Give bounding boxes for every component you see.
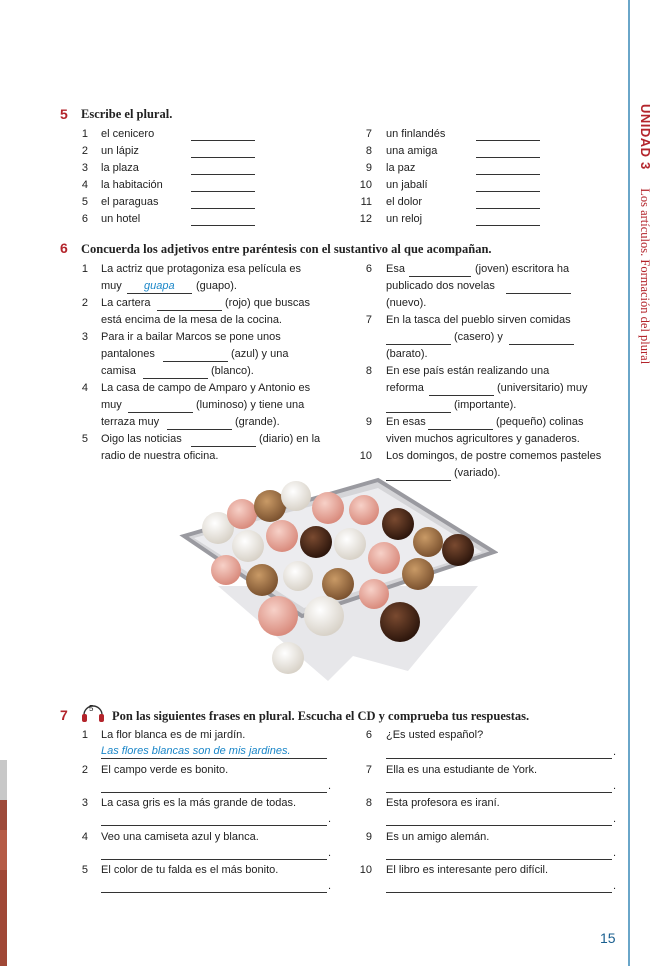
answer-blank[interactable] <box>509 344 574 345</box>
item-text: (variado). <box>454 467 501 479</box>
pastry <box>349 495 379 525</box>
item-text: terraza muy <box>101 416 160 428</box>
item-number: 3 <box>81 797 88 809</box>
answer-blank[interactable] <box>157 310 222 311</box>
exercise-6-title: Concuerda los adjetivos entre paréntesis con el sustantivo al que acompañan. <box>81 242 492 256</box>
item-sentence: Veo una camiseta azul y blanca. <box>101 831 259 843</box>
answer-period: . <box>613 847 617 859</box>
answer-period: . <box>613 813 617 825</box>
item-text: publicado dos novelas <box>386 280 495 292</box>
item-text: Para ir a bailar Marcos se pone unos <box>101 331 281 343</box>
item-sentence: Es un amigo alemán. <box>386 831 490 843</box>
item-text: (pequeño) colinas <box>496 416 584 428</box>
item-number: 5 <box>81 864 88 876</box>
item-number: 5 <box>81 196 88 208</box>
answer-line[interactable] <box>386 792 612 793</box>
item-word: el dolor <box>386 196 423 208</box>
answer-blank[interactable] <box>191 157 255 158</box>
item-number: 7 <box>365 128 372 140</box>
answer-line[interactable] <box>386 758 612 759</box>
item-word: un jabalí <box>386 179 428 191</box>
item-text: (nuevo). <box>386 297 427 309</box>
item-sentence: La casa gris es la más grande de todas. <box>101 797 297 809</box>
answer-blank[interactable] <box>476 140 540 141</box>
pastry-tray-photo <box>178 466 501 692</box>
item-number: 7 <box>365 764 372 776</box>
item-text: camisa <box>101 365 136 377</box>
answer-blank[interactable] <box>191 208 255 209</box>
answer-blank[interactable] <box>191 446 256 447</box>
item-sentence: El color de tu falda es el más bonito. <box>101 864 279 876</box>
item-text: La cartera <box>101 297 151 309</box>
item-word: la paz <box>386 162 416 174</box>
item-number: 6 <box>365 263 372 275</box>
item-text: (rojo) que buscas <box>225 297 310 309</box>
item-text: reforma <box>386 382 424 394</box>
answer-blank[interactable] <box>476 191 540 192</box>
answer-blank[interactable] <box>163 361 228 362</box>
pastry <box>380 602 420 642</box>
item-word: la habitación <box>101 179 163 191</box>
item-text: (casero) y <box>454 331 503 343</box>
item-text: (diario) en la <box>259 433 321 445</box>
answer-line[interactable] <box>101 792 327 793</box>
sample-answer: Las flores blancas son de mis jardines. <box>101 745 291 757</box>
photo-edge-strip <box>0 760 7 966</box>
item-text: (grande). <box>235 416 280 428</box>
pastry <box>283 561 313 591</box>
answer-line[interactable] <box>101 892 327 893</box>
answer-blank[interactable] <box>476 225 540 226</box>
answer-blank[interactable] <box>191 140 255 141</box>
answer-blank[interactable] <box>429 395 494 396</box>
item-number: 1 <box>81 729 88 741</box>
item-text: pantalones <box>101 348 155 360</box>
pastry <box>300 526 332 558</box>
item-sentence: La flor blanca es de mi jardín. <box>101 729 246 741</box>
item-text: En ese país están realizando una <box>386 365 550 377</box>
item-number: 2 <box>81 297 88 309</box>
unit-sidebar <box>636 104 656 404</box>
pastry <box>402 558 434 590</box>
item-text: muy <box>101 280 122 292</box>
pastry <box>334 528 366 560</box>
answer-period: . <box>328 880 332 892</box>
pastry <box>211 555 241 585</box>
item-number: 4 <box>81 382 88 394</box>
item-text: La actriz que protagoniza esa película es <box>101 263 301 275</box>
pastry <box>304 596 344 636</box>
item-text: (joven) escritora ha <box>475 263 570 275</box>
pastry <box>281 481 311 511</box>
item-text: (barato). <box>386 348 428 360</box>
item-number: 6 <box>365 729 372 741</box>
audio-track-number: 5 <box>89 704 94 713</box>
item-number: 4 <box>81 179 88 191</box>
answer-blank[interactable] <box>191 225 255 226</box>
item-text: muy <box>101 399 122 411</box>
pastry <box>322 568 354 600</box>
answer-blank[interactable] <box>128 412 193 413</box>
item-text: (luminoso) y tiene una <box>196 399 305 411</box>
item-sentence: El libro es interesante pero difícil. <box>386 864 549 876</box>
answer-blank[interactable] <box>386 344 451 345</box>
item-number: 11 <box>360 196 372 208</box>
item-text: En esas <box>386 416 426 428</box>
item-text: (blanco). <box>211 365 254 377</box>
answer-blank[interactable] <box>506 293 571 294</box>
item-text: (universitario) muy <box>497 382 588 394</box>
answer-blank[interactable] <box>143 378 208 379</box>
item-text: Oigo las noticias <box>101 433 182 445</box>
answer-blank[interactable] <box>191 191 255 192</box>
item-number: 9 <box>365 831 372 843</box>
item-word: el paraguas <box>101 196 159 208</box>
answer-period: . <box>613 880 617 892</box>
pastry <box>272 642 304 674</box>
item-sentence: El campo verde es bonito. <box>101 764 229 776</box>
item-number: 8 <box>365 145 372 157</box>
unit-topic: Los artículos. Formación del plural <box>638 188 652 365</box>
answer-period: . <box>328 780 332 792</box>
item-number: 3 <box>81 331 88 343</box>
item-word: un lápiz <box>101 145 139 157</box>
item-text: (guapo). <box>196 280 237 292</box>
answer-blank[interactable] <box>167 429 232 430</box>
answer-line[interactable] <box>386 825 612 826</box>
item-number: 7 <box>365 314 372 326</box>
answer-blank[interactable] <box>191 174 255 175</box>
item-number: 8 <box>365 797 372 809</box>
page-number: 15 <box>600 930 616 946</box>
item-word: una amiga <box>386 145 438 157</box>
answer-blank[interactable] <box>409 276 471 277</box>
answer-line[interactable] <box>386 892 612 893</box>
exercise-5-title: Escribe el plural. <box>81 107 173 121</box>
pastry <box>232 530 264 562</box>
margin-rule <box>628 0 630 966</box>
item-word: el cenicero <box>101 128 155 140</box>
item-text: está encima de la mesa de la cocina. <box>101 314 282 326</box>
pastry <box>368 542 400 574</box>
unit-number: 3 <box>638 162 653 170</box>
exercise-5-number: 5 <box>60 106 68 122</box>
answer-period: . <box>613 780 617 792</box>
item-number: 9 <box>365 162 372 174</box>
answer-blank[interactable] <box>127 293 192 294</box>
pastry <box>258 596 298 636</box>
item-word: un reloj <box>386 213 423 225</box>
item-number: 6 <box>81 213 88 225</box>
item-word: un hotel <box>101 213 141 225</box>
unit-label: UNIDAD <box>638 104 653 158</box>
item-number: 10 <box>359 179 372 191</box>
item-text: Los domingos, de postre comemos pasteles <box>386 450 602 462</box>
pastry <box>382 508 414 540</box>
answer-blank[interactable] <box>428 429 493 430</box>
answer-line[interactable] <box>101 859 327 860</box>
item-word: la plaza <box>101 162 139 174</box>
pastry <box>442 534 474 566</box>
pastry <box>359 579 389 609</box>
exercise-7-title: Pon las siguientes frases en plural. Escucha el CD y comprueba tus respuestas. <box>112 709 530 723</box>
answer-blank[interactable] <box>476 208 540 209</box>
item-number: 2 <box>81 764 88 776</box>
pastry <box>246 564 278 596</box>
item-word: un finlandés <box>386 128 446 140</box>
answer-line[interactable] <box>101 758 327 759</box>
pastry <box>312 492 344 524</box>
item-sentence: Ella es una estudiante de York. <box>386 764 538 776</box>
answer-blank[interactable] <box>476 174 540 175</box>
item-number: 12 <box>359 213 372 225</box>
item-text: La casa de campo de Amparo y Antonio es <box>101 382 311 394</box>
answer-line[interactable] <box>101 825 327 826</box>
item-number: 5 <box>81 433 88 445</box>
exercise-7-number: 7 <box>60 707 68 723</box>
answer-blank[interactable] <box>476 157 540 158</box>
item-sentence: Esta profesora es iraní. <box>386 797 500 809</box>
item-number: 10 <box>359 450 372 462</box>
answer-period: . <box>613 746 617 758</box>
item-number: 10 <box>359 864 372 876</box>
item-number: 1 <box>81 128 88 140</box>
item-text: Esa <box>386 263 405 275</box>
item-number: 4 <box>81 831 88 843</box>
answer-period: . <box>328 847 332 859</box>
item-text: (importante). <box>454 399 517 411</box>
answer-period: . <box>328 813 332 825</box>
item-sentence: ¿Es usted español? <box>386 729 484 741</box>
answer-line[interactable] <box>386 859 612 860</box>
item-number: 3 <box>81 162 88 174</box>
sample-answer: guapa <box>144 280 175 292</box>
item-number: 9 <box>365 416 372 428</box>
item-text: radio de nuestra oficina. <box>101 450 219 462</box>
item-number: 8 <box>365 365 372 377</box>
answer-blank[interactable] <box>386 412 451 413</box>
item-text: (azul) y una <box>231 348 289 360</box>
item-text: En la tasca del pueblo sirven comidas <box>386 314 571 326</box>
pastry <box>266 520 298 552</box>
exercise-6-number: 6 <box>60 240 68 256</box>
item-number: 1 <box>81 263 88 275</box>
pastry <box>227 499 257 529</box>
item-number: 2 <box>81 145 88 157</box>
item-text: viven muchos agricultores y ganaderos. <box>386 433 580 445</box>
pastry <box>413 527 443 557</box>
